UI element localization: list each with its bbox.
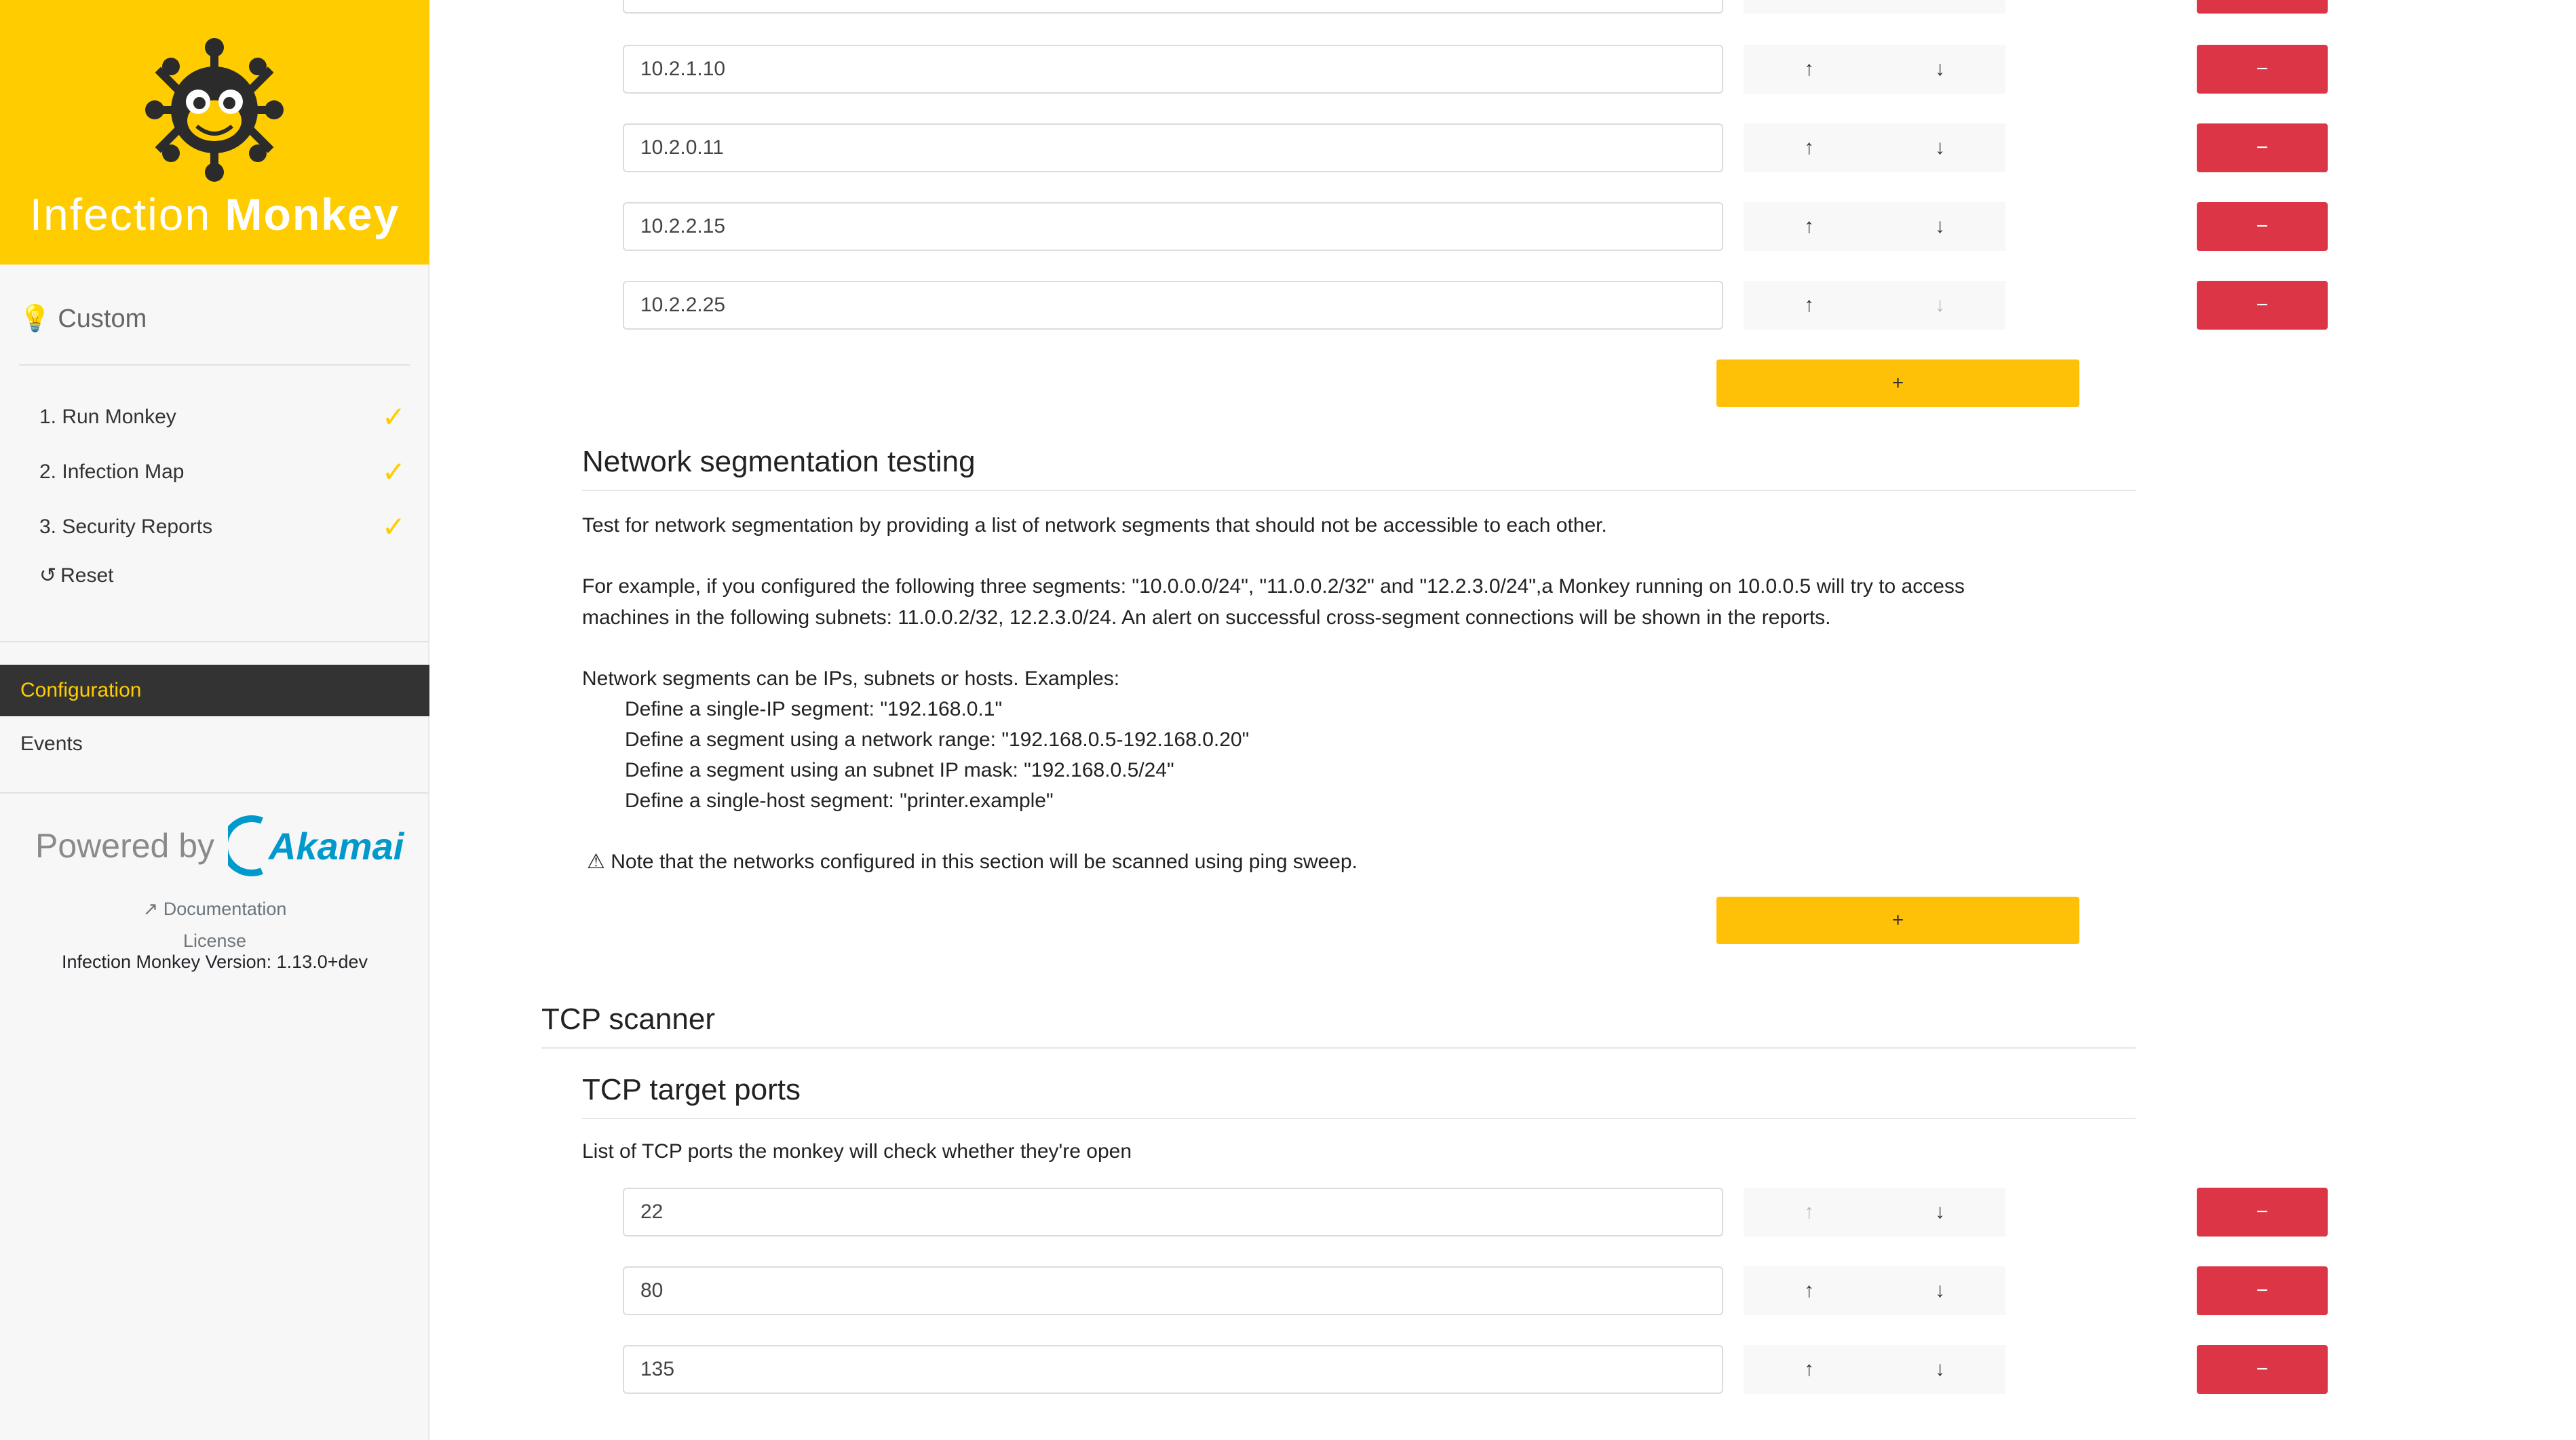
segmentation-example-line2: machines in the following subnets: 11.0.0.2/32, 12.2.3.0/24. An alert on successful cross-segment connections will be shown in the reports.: [582, 606, 1831, 629]
logo-word-monkey: Monkey: [225, 189, 400, 239]
undo-icon: ↺: [39, 564, 57, 587]
divider: [19, 364, 410, 366]
config-main: [429, 0, 2576, 1440]
nav-security-reports-label: 3. Security Reports: [39, 515, 213, 538]
check-icon: ✓: [381, 456, 406, 488]
menu-configuration[interactable]: [0, 665, 429, 716]
remove-button[interactable]: −: [2197, 45, 2328, 94]
move-up-button[interactable]: ↑: [1744, 123, 1875, 172]
logo-wordmark: [0, 189, 429, 240]
reset-link[interactable]: [39, 564, 114, 587]
external-link-icon: ↗: [142, 899, 159, 919]
move-down-button[interactable]: ↓: [1875, 281, 2005, 330]
logo[interactable]: [0, 0, 429, 265]
move-up-button[interactable]: ↑: [1744, 202, 1875, 251]
nav-infection-map-label: 2. Infection Map: [39, 460, 185, 483]
remove-button[interactable]: −: [2197, 1188, 2328, 1237]
move-down-button[interactable]: ↓: [1875, 1188, 2005, 1237]
remove-button[interactable]: −: [2197, 1345, 2328, 1394]
divider: [541, 1047, 2136, 1049]
remove-button[interactable]: −: [2197, 123, 2328, 172]
add-segment-button[interactable]: +: [1716, 897, 2079, 944]
port-field[interactable]: 22: [623, 1188, 1723, 1237]
segment-example: Define a single-IP segment: "192.168.0.1": [625, 698, 1003, 720]
menu-events-label: Events: [20, 733, 83, 755]
move-down-button[interactable]: ↓: [1875, 123, 2005, 172]
tcp-scanner-title: TCP scanner: [541, 1003, 715, 1036]
akamai-logo[interactable]: [228, 815, 404, 876]
move-up-button[interactable]: ↑: [1744, 1266, 1875, 1315]
version-label: Infection Monkey Version: 1.13.0+dev: [61, 952, 368, 972]
nav-run-monkey[interactable]: [39, 400, 406, 433]
move-down-button[interactable]: ↓: [1875, 45, 2005, 94]
move-down-button[interactable]: ↓: [1875, 1345, 2005, 1394]
remove-button[interactable]: [2197, 0, 2328, 14]
divider: [0, 792, 429, 794]
remove-button[interactable]: −: [2197, 1266, 2328, 1315]
reset-label: Reset: [60, 564, 114, 587]
segment-example: Define a segment using an subnet IP mask: "192.168.0.5/24": [625, 759, 1174, 781]
divider: [582, 490, 2136, 491]
move-up-button[interactable]: ↑: [1744, 281, 1875, 330]
add-ip-button[interactable]: +: [1716, 359, 2079, 407]
license-link[interactable]: License: [182, 931, 247, 951]
ping-sweep-note: [587, 847, 1358, 877]
remove-button[interactable]: −: [2197, 202, 2328, 251]
powered-by: [35, 815, 404, 876]
remove-button[interactable]: −: [2197, 281, 2328, 330]
mode-label: Custom: [58, 304, 147, 333]
segmentation-desc: Test for network segmentation by providing a list of network segments that should not be accessible to each other.: [582, 514, 1607, 537]
divider: [582, 1118, 2136, 1119]
documentation-link[interactable]: [0, 899, 429, 920]
move-down-button[interactable]: [1875, 0, 2005, 14]
move-up-button[interactable]: ↑: [1744, 45, 1875, 94]
check-icon: ✓: [381, 511, 406, 543]
segmentation-example-line1: For example, if you configured the following three segments: "10.0.0.0/24", "11.0.0.2/32" and "12.2.3.0/24",a Monkey running on 10.0.0.5 will try to access: [582, 575, 1965, 598]
port-field[interactable]: 80: [623, 1266, 1723, 1315]
ip-field[interactable]: [623, 0, 1723, 14]
move-down-button[interactable]: ↓: [1875, 1266, 2005, 1315]
menu-events[interactable]: [20, 733, 83, 756]
move-up-button[interactable]: ↑: [1744, 1188, 1875, 1237]
nav-infection-map[interactable]: [39, 455, 406, 488]
sidebar: [0, 0, 429, 1440]
ip-field[interactable]: 10.2.2.25: [623, 281, 1723, 330]
port-field[interactable]: 135: [623, 1345, 1723, 1394]
tcp-ports-title: TCP target ports: [582, 1073, 801, 1106]
ip-field[interactable]: 10.2.0.11: [623, 123, 1723, 172]
akamai-label: Akamai: [269, 824, 404, 868]
akamai-wave-icon: [228, 815, 269, 876]
move-up-button[interactable]: [1744, 0, 1875, 14]
check-icon: ✓: [381, 401, 406, 433]
nav-security-reports[interactable]: [39, 510, 406, 543]
divider: [0, 641, 429, 642]
ip-field[interactable]: 10.2.2.15: [623, 202, 1723, 251]
move-up-button[interactable]: ↑: [1744, 1345, 1875, 1394]
powered-by-label: Powered by: [35, 827, 215, 865]
ping-sweep-note-text: Note that the networks configured in this section will be scanned using ping sweep.: [611, 851, 1358, 873]
segment-example: Define a segment using a network range: "192.168.0.5-192.168.0.20": [625, 728, 1250, 751]
menu-configuration-label: Configuration: [20, 679, 142, 701]
segments-intro: Network segments can be IPs, subnets or hosts. Examples:: [582, 667, 1120, 690]
warning-icon: ⚠: [587, 851, 605, 873]
logo-word-infection: Infection: [29, 189, 212, 239]
tcp-ports-desc: List of TCP ports the monkey will check whether they're open: [582, 1140, 1132, 1163]
move-down-button[interactable]: ↓: [1875, 202, 2005, 251]
ip-field[interactable]: 10.2.1.10: [623, 45, 1723, 94]
nav-run-monkey-label: 1. Run Monkey: [39, 405, 176, 428]
segment-example: Define a single-host segment: "printer.example": [625, 790, 1054, 812]
mode-indicator: [19, 304, 147, 334]
segmentation-title: Network segmentation testing: [582, 445, 976, 478]
monkey-logo-icon: [141, 34, 288, 183]
documentation-label: Documentation: [163, 899, 287, 919]
lightbulb-icon: 💡: [19, 305, 52, 333]
